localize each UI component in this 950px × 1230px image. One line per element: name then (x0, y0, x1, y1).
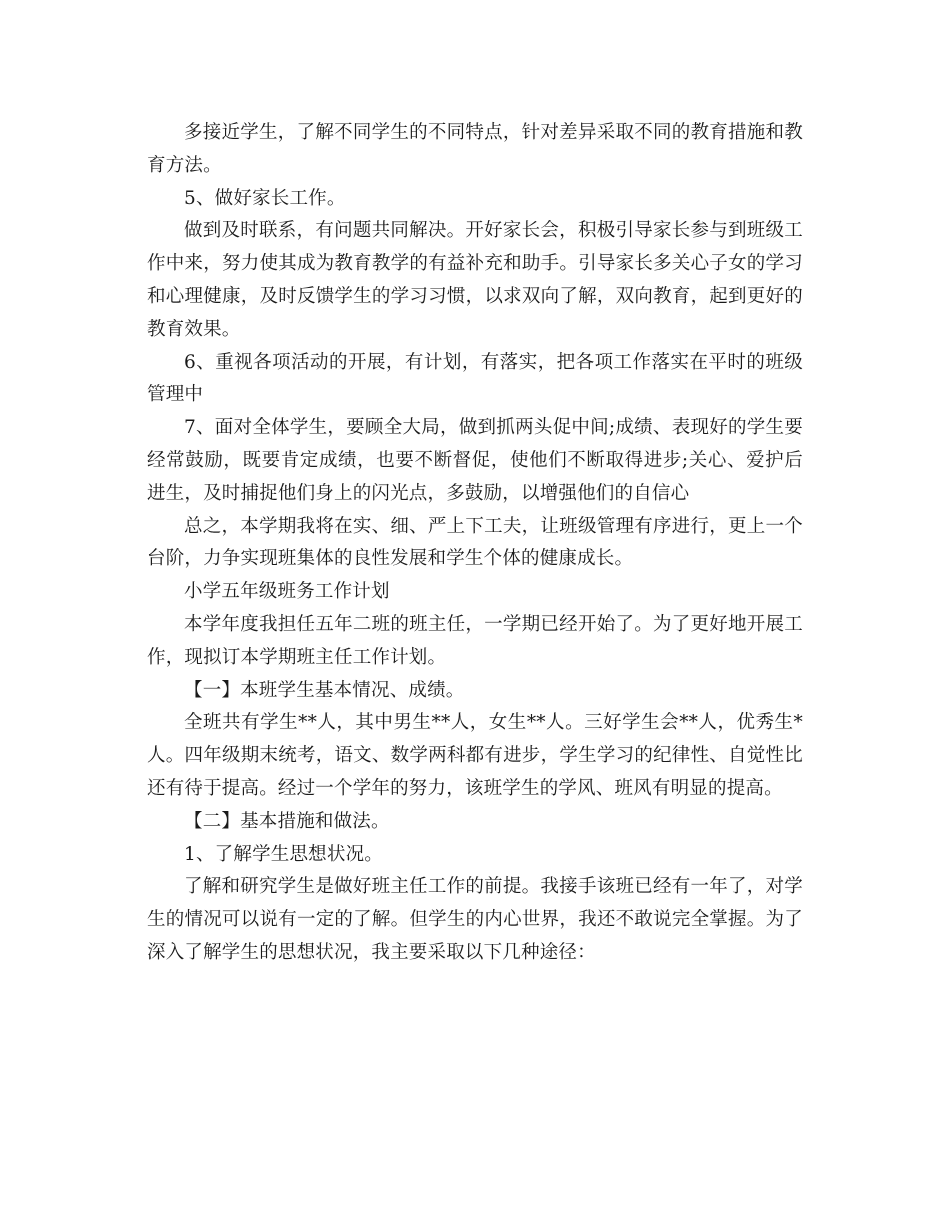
document-section-title: 小学五年级班务工作计划 (184, 581, 390, 603)
paragraph-understanding-students: 了解和研究学生是做好班主任工作的前提。我接手该班已经有一年了，对学生的情况可以说有一定的了解。但学生的内心世界，我还不敢说完全掌握。为了深入了解学生的思想状况，我主要采取以下几种途径： (147, 876, 803, 963)
item-7-paragraph: 7、面对全体学生，要顾全大局，做到抓两头促中间;成绩、表现好的学生要经常鼓励，既要肯定成绩，也要不断督促，使他们不断取得进步;关心、爱护后进生，及时捕捉他们身上的闪光点，多鼓励，以增强他们的自信心 (147, 417, 803, 504)
paragraph-intro: 本学年度我担任五年二班的班主任，一学期已经开始了。为了更好地开展工作，现拟订本学期班主任工作计划。 (147, 613, 803, 668)
section-1-heading: 【一】本班学生基本情况、成绩。 (184, 679, 465, 701)
document-body (147, 117, 803, 970)
item-6-heading: 6、重视各项活动的开展，有计划，有落实，把各项工作落实在平时的班级管理中 (147, 351, 803, 406)
item-5-heading: 5、做好家长工作。 (184, 187, 346, 209)
section-2-heading: 【二】基本措施和做法。 (184, 810, 390, 832)
paragraph-summary: 总之，本学期我将在实、细、严上下工夫，让班级管理有序进行，更上一个台阶，力争实现班集体的良性发展和学生个体的健康成长。 (147, 515, 803, 570)
paragraph-class-situation: 全班共有学生**人，其中男生**人，女生**人。三好学生会**人，优秀生*人。四年级期末统考，语文、数学两科都有进步，学生学习的纪律性、自觉性比还有待于提高。经过一个学年的努力，该班学生的学风、班风有明显的提高。 (147, 712, 803, 799)
paragraph-teaching-approach: 多接近学生，了解不同学生的不同特点，针对差异采取不同的教育措施和教育方法。 (147, 122, 803, 176)
item-1-heading: 1、了解学生思想状况。 (184, 843, 383, 865)
paragraph-parent-work: 做到及时联系，有问题共同解决。开好家长会，积极引导家长参与到班级工作中来，努力使其成为教育教学的有益补充和助手。引导家长多关心子女的学习和心理健康，及时反馈学生的学习习惯，以求双向了解，双向教育，起到更好的教育效果。 (147, 220, 803, 340)
